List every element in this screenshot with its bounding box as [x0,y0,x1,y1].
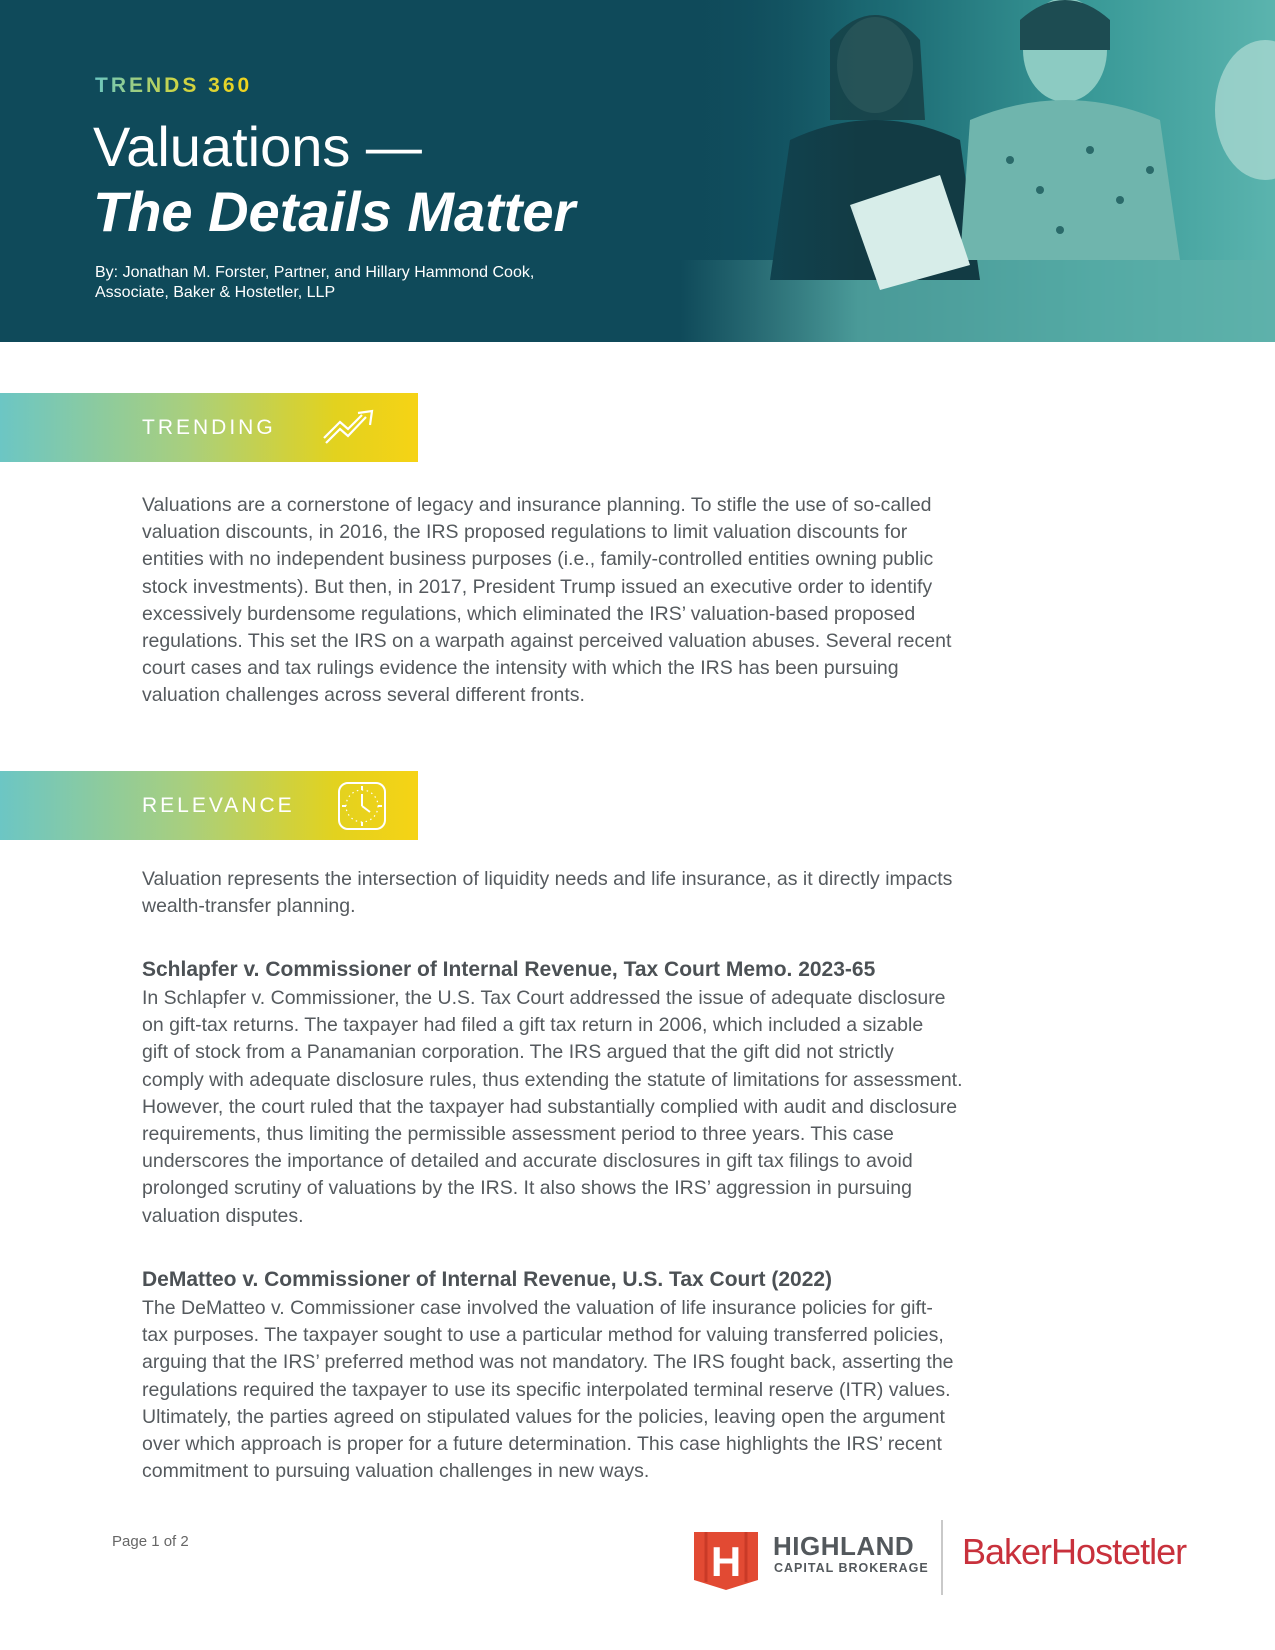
text-line: The DeMatteo v. Commissioner case involved the valuation of life insurance policies for gift- [142,1297,933,1319]
section-label-relevance: RELEVANCE [142,794,295,817]
text-line: entities with no independent business purposes (i.e., family-controlled entities owning public [142,548,934,571]
header-photo [680,0,1275,342]
relevance-paragraph [142,866,1142,920]
text-line: Ultimately, the parties agreed on stipulated values for the policies, leaving open the argument [142,1405,945,1428]
highland-name: HIGHLAND [773,1531,915,1561]
text-line: valuation challenges across several different fronts. [142,684,585,707]
highland-logo-icon [692,1530,760,1592]
text-line: Valuations are a cornerstone of legacy and insurance planning. To stifle the use of so-called [142,494,932,516]
text-line: tax purposes. The taxpayer sought to use a particular method for valuing transferred policies, [142,1324,944,1347]
header-banner [0,0,1275,342]
byline-line: Associate, Baker & Hostetler, LLP [95,284,336,301]
text-line: valuation disputes. [142,1204,304,1227]
text-line: Valuation represents the intersection of liquidity needs and life insurance, as it directly impacts [142,868,953,890]
text-line: on gift-tax returns. The taxpayer had filed a gift tax return in 2006, which included a sizable [142,1014,924,1037]
case-title-dematteo: DeMatteo v. Commissioner of Internal Revenue, U.S. Tax Court (2022) [142,1268,833,1291]
eyebrow-label: TRENDS 360 [95,74,253,97]
case-title-schlapfer: Schlapfer v. Commissioner of Internal Revenue, Tax Court Memo. 2023-65 [142,958,876,981]
text-line: comply with adequate disclosure rules, thus extending the statute of limitations for assessment. [142,1068,963,1091]
section-tab-trending [0,393,418,462]
text-line: commitment to pursuing valuation challenges in new ways. [142,1460,650,1483]
text-line: underscores the importance of detailed and accurate disclosures in gift tax filings to avoid [142,1150,913,1173]
byline [95,263,635,303]
people-photo-illustration [680,0,1275,342]
text-line: valuation discounts, in 2016, the IRS proposed regulations to limit valuation discounts for [142,521,908,544]
highland-subtitle: CAPITAL BROKERAGE [774,1561,929,1575]
text-line: wealth-transfer planning. [142,895,356,918]
byline-line: By: Jonathan M. Forster, Partner, and Hillary Hammond Cook, [95,264,535,281]
text-line: prolonged scrutiny of valuations by the IRS. It also shows the IRS’ aggression in pursuing [142,1177,912,1200]
text-line: stock investments). But then, in 2017, President Trump issued an executive order to identify [142,575,933,598]
text-line: over which approach is proper for a future determination. This case highlights the IRS’ recent [142,1433,942,1456]
page-title: Valuations — [93,115,422,178]
text-line: excessively burdensome regulations, which eliminated the IRS’ valuation-based proposed [142,602,916,625]
text-line: arguing that the IRS’ preferred method was not mandatory. The IRS fought back, asserting the [142,1351,954,1374]
section-label-trending: TRENDING [142,416,276,439]
text-line: gift of stock from a Panamanian corporation. The IRS argued that the gift did not strictly [142,1041,894,1064]
case-paragraph-schlapfer [142,985,1142,1230]
text-line: requirements, thus limiting the permissible assessment period to three years. This case [142,1123,894,1146]
bakerhostetler-logo: BakerHostetler [962,1531,1187,1572]
logo-divider [941,1520,943,1595]
text-line: regulations required the taxpayer to use its specific interpolated terminal reserve (ITR) values. [142,1378,951,1401]
page-number: Page 1 of 2 [112,1533,189,1550]
highland-logo-letter: H [710,1538,742,1585]
section-tab-relevance [0,771,418,840]
page-subtitle: The Details Matter [93,180,576,243]
text-line: regulations. This set the IRS on a warpath against perceived valuation abuses. Several recent [142,630,952,653]
text-line: In Schlapfer v. Commissioner, the U.S. Tax Court addressed the issue of adequate disclosure [142,987,946,1009]
text-line: court cases and tax rulings evidence the intensity with which the IRS has been pursuing [142,657,899,680]
trending-up-icon [322,407,380,449]
trending-paragraph [142,492,1142,710]
clock-icon [337,781,387,831]
text-line: However, the court ruled that the taxpayer had substantially complied with audit and disclosure [142,1095,958,1118]
case-paragraph-dematteo [142,1295,1142,1485]
